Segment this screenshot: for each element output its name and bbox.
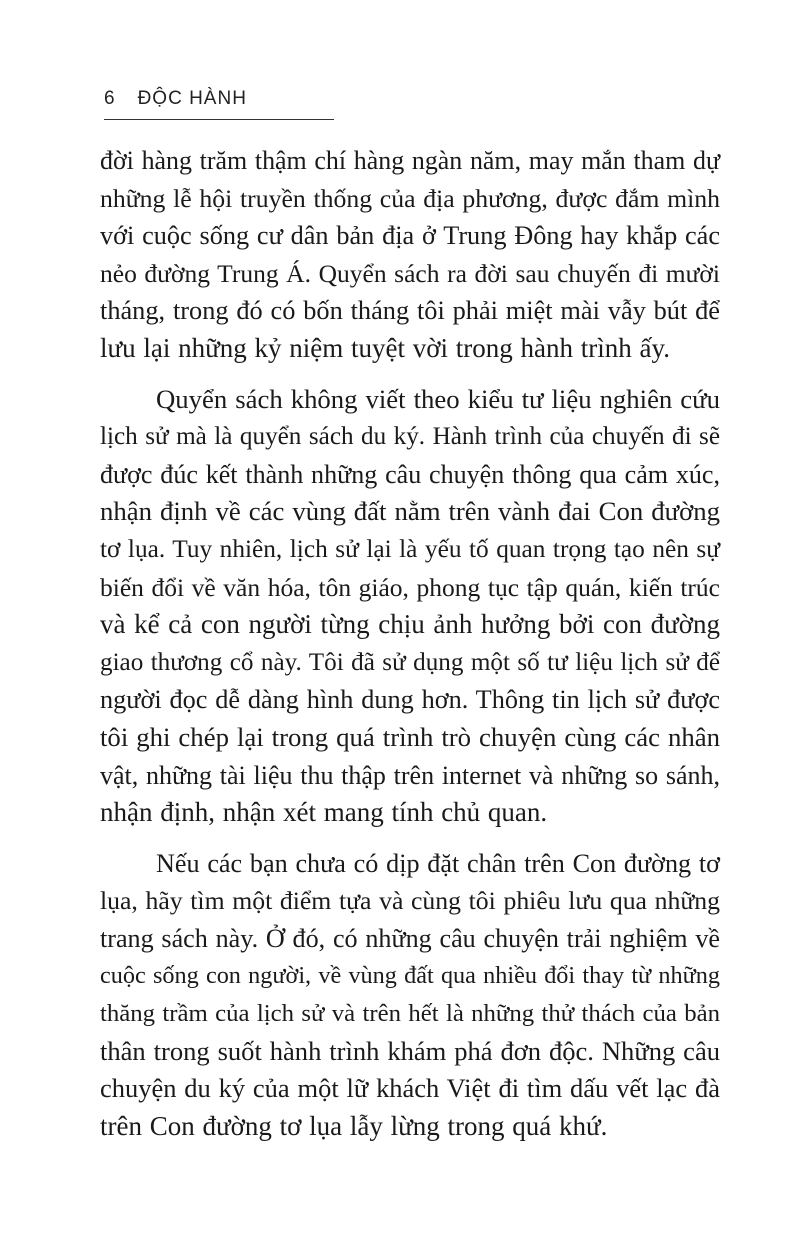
- text-line: được đúc kết thành những câu chuyện thông qua cảm xúc,: [100, 459, 720, 489]
- text-line: Nếu các bạn chưa có dịp đặt chân trên Con đường tơ: [156, 848, 720, 878]
- text-line: đời hàng trăm thậm chí hàng ngàn năm, may mắn tham dự: [100, 146, 720, 175]
- text-line: những lễ hội truyền thống của địa phương, được đắm mình: [100, 183, 720, 213]
- text-line: chuyện du ký của một lữ khách Việt đi tìm dấu vết lạc đà: [100, 1073, 720, 1104]
- text-line: biến đổi về văn hóa, tôn giáo, phong tục tập quán, kiến trúc: [100, 572, 720, 602]
- text-line: tháng, trong đó có bốn tháng tôi phải miệt mài vẫy bút để: [100, 296, 720, 326]
- header-rule: [104, 119, 334, 120]
- text-line: trên Con đường tơ lụa lẫy lừng trong quá khứ.: [100, 1110, 608, 1141]
- text-line: thân trong suốt hành trình khám phá đơn độc. Những câu: [100, 1035, 720, 1066]
- text-line: nhận định, nhận xét mang tính chủ quan.: [100, 797, 548, 828]
- text-line: với cuộc sống cư dân bản địa ở Trung Đông hay khắp các: [100, 221, 720, 251]
- text-line: Quyển sách không viết theo kiểu tư liệu nghiên cứu: [156, 383, 720, 414]
- text-line: vật, những tài liệu thu thập trên internet và những so sánh,: [100, 760, 720, 790]
- text-line: lụa, hãy tìm một điểm tựa và cùng tôi phiêu lưu qua những: [100, 886, 720, 916]
- paragraph-3: [100, 845, 720, 1146]
- text-line: nhận định về các vùng đất nằm trên vành đai Con đường: [100, 496, 720, 527]
- text-line: thăng trầm của lịch sử và trên hết là những thử thách của bản: [100, 1000, 720, 1028]
- text-line: tôi ghi chép lại trong quá trình trò chuyện cùng các nhân: [100, 721, 720, 752]
- body-text: [100, 142, 720, 1158]
- text-line: trang sách này. Ở đó, có những câu chuyện trải nghiệm về: [100, 923, 720, 953]
- running-header: [104, 88, 334, 110]
- chapter-title: ĐỘC HÀNH: [137, 88, 247, 109]
- page-number: 6: [104, 88, 116, 109]
- text-line: cuộc sống con người, về vùng đất qua nhiều đổi thay từ những: [100, 962, 720, 990]
- text-line: lưu lại những kỷ niệm tuyệt vời trong hành trình ấy.: [100, 332, 670, 363]
- paragraph-2: [100, 381, 720, 832]
- text-line: lịch sử mà là quyển sách du ký. Hành trình của chuyến đi sẽ: [100, 423, 720, 451]
- text-line: nẻo đường Trung Á. Quyển sách ra đời sau chuyến đi mười: [100, 258, 720, 288]
- text-line: và kể cả con người từng chịu ảnh hưởng bởi con đường: [100, 609, 720, 640]
- text-line: giao thương cổ này. Tôi đã sử dụng một số tư liệu lịch sử để: [100, 648, 720, 676]
- text-line: tơ lụa. Tuy nhiên, lịch sử lại là yếu tố quan trọng tạo nên sự: [100, 534, 720, 563]
- paragraph-1: [100, 142, 720, 368]
- text-line: người đọc dễ dàng hình dung hơn. Thông tin lịch sử được: [100, 685, 720, 715]
